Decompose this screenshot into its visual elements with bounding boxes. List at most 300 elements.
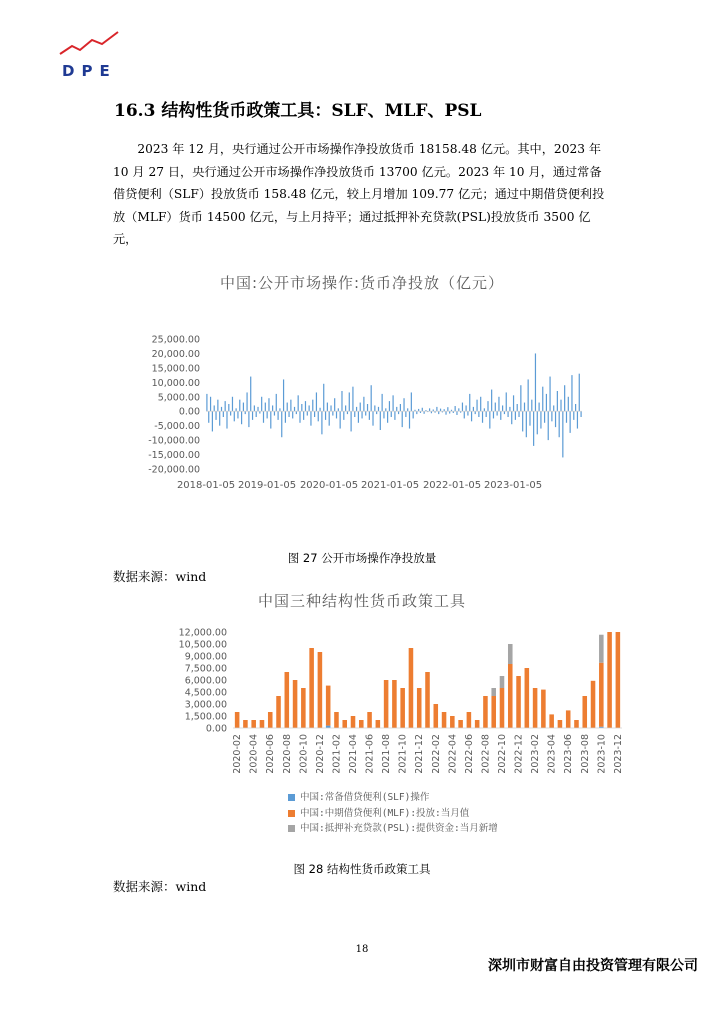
x-tick-label: 2020-04 <box>248 734 260 774</box>
data-bar-mlf <box>491 696 496 728</box>
data-bar <box>382 394 383 411</box>
figure27-caption: 图 27 公开市场操作净投放量 <box>287 551 437 565</box>
x-tick-label: 2018-01-05 <box>176 480 236 491</box>
y-tick-label: 3,000.00 <box>184 699 227 711</box>
legend-item-slf <box>288 790 498 806</box>
legend-swatch-slf <box>288 794 295 801</box>
data-bar <box>392 395 393 411</box>
data-bar <box>367 404 368 411</box>
data-bar-mlf <box>285 672 290 728</box>
x-tick-label: 2022-02 <box>430 734 442 774</box>
data-bar <box>301 404 302 411</box>
data-bar-mlf <box>533 688 538 728</box>
data-bar <box>345 405 346 411</box>
page-number: 18 <box>355 944 369 955</box>
data-bar <box>546 394 547 411</box>
data-bar <box>506 392 507 411</box>
data-bar <box>327 403 328 412</box>
data-bar-mlf <box>442 712 447 728</box>
legend-label-mlf: 中国:中期借贷便利(MLF):投放:当月值 <box>300 807 470 819</box>
data-bar <box>210 397 211 411</box>
data-bar <box>371 385 372 411</box>
data-bar <box>398 411 399 414</box>
data-bar <box>511 411 512 424</box>
y-tick-label: 9,000.00 <box>184 651 227 663</box>
data-bar <box>283 379 284 411</box>
data-bar <box>394 411 395 420</box>
x-tick-label: 2021-12 <box>414 734 426 774</box>
data-bar <box>237 411 238 418</box>
structural-tools-chart <box>0 620 724 790</box>
data-bar <box>540 411 541 428</box>
data-bar <box>413 411 414 418</box>
data-bar <box>246 392 247 411</box>
chart2-title: 中国三种结构性货币政策工具 <box>257 592 466 610</box>
data-bar <box>318 411 319 421</box>
data-bar <box>314 411 315 417</box>
y-tick-label: 7,500.00 <box>184 663 227 675</box>
data-bar <box>422 408 423 411</box>
y-tick-label: 6,000.00 <box>184 675 227 687</box>
data-bar <box>551 411 552 421</box>
y-tick-label: 25,000.00 <box>151 334 200 346</box>
data-bar <box>405 411 406 417</box>
x-tick-label: 2023-10 <box>596 734 608 774</box>
data-bar <box>294 407 295 411</box>
data-bar <box>562 411 563 457</box>
data-bar <box>387 411 388 423</box>
data-bar <box>464 411 465 418</box>
data-bar <box>579 374 580 412</box>
data-bar-mlf <box>500 688 505 728</box>
data-bar <box>347 411 348 414</box>
data-bar <box>559 411 560 437</box>
x-tick-label: 2021-10 <box>397 734 409 774</box>
data-bar <box>267 411 268 418</box>
data-bar <box>383 411 384 418</box>
legend-item-mlf <box>288 806 498 822</box>
data-bar <box>409 411 410 428</box>
data-bar-mlf <box>549 714 554 728</box>
data-bar <box>340 411 341 428</box>
data-bar <box>239 400 240 412</box>
x-tick-label: 2019-01-05 <box>237 480 297 491</box>
data-bar <box>349 392 350 411</box>
data-bar <box>515 411 516 420</box>
x-tick-label: 2022-04 <box>447 734 459 774</box>
data-bar <box>360 403 361 412</box>
data-bar <box>241 411 242 424</box>
data-bar <box>250 377 251 412</box>
x-tick-label: 2022-06 <box>463 734 475 774</box>
data-bar <box>548 411 549 440</box>
data-bar <box>206 394 207 411</box>
data-bar <box>363 397 364 411</box>
data-bar <box>469 394 470 411</box>
data-bar-mlf <box>574 720 579 728</box>
data-bar <box>341 391 342 411</box>
y-tick-label: 15,000.00 <box>151 363 200 375</box>
data-bar <box>252 411 253 420</box>
data-bar-mlf <box>309 648 314 728</box>
data-bar <box>571 375 572 411</box>
data-bar <box>518 411 519 417</box>
data-bar <box>570 411 571 433</box>
data-bar <box>462 403 463 412</box>
data-bar <box>215 411 216 420</box>
data-bar <box>380 411 381 430</box>
data-bar <box>212 411 213 431</box>
data-bar <box>277 411 278 420</box>
data-bar <box>411 392 412 411</box>
y-tick-label: 12,000.00 <box>178 627 227 639</box>
logo-swoosh-icon <box>60 32 118 54</box>
data-bar <box>458 408 459 411</box>
data-bar <box>575 404 576 411</box>
data-bar <box>438 411 439 414</box>
y-tick-label: -15,000.00 <box>148 450 200 462</box>
data-bar <box>358 411 359 423</box>
x-tick-label: 2020-10 <box>298 734 310 774</box>
data-bar <box>228 404 229 411</box>
data-bar <box>473 407 474 411</box>
data-bar <box>208 411 209 423</box>
data-bar <box>517 404 518 411</box>
data-bar <box>465 405 466 411</box>
data-bar <box>343 411 344 420</box>
data-bar <box>272 405 273 411</box>
data-bar-mlf <box>541 690 546 728</box>
x-tick-label: 2022-08 <box>480 734 492 774</box>
x-tick-label: 2023-01-05 <box>483 480 543 491</box>
y-tick-label: 10,000.00 <box>151 377 200 389</box>
x-tick-label: 2021-04 <box>348 734 360 774</box>
legend-swatch-psl <box>288 825 295 832</box>
data-bar <box>507 411 508 417</box>
y-tick-label: 10,500.00 <box>178 639 227 651</box>
data-bar-psl <box>599 635 604 663</box>
data-bar-mlf <box>467 712 472 728</box>
data-bar <box>509 407 510 411</box>
data-bar <box>372 411 373 425</box>
data-bar <box>493 411 494 418</box>
data-bar <box>544 411 545 423</box>
y-tick-label: 0.00 <box>205 723 227 735</box>
data-bar <box>497 411 498 415</box>
data-bar <box>407 408 408 411</box>
data-bar <box>447 407 448 411</box>
data-bar <box>274 411 275 415</box>
data-bar-mlf <box>235 712 240 728</box>
data-bar <box>500 411 501 420</box>
legend-swatch-mlf <box>288 810 295 817</box>
data-bar <box>319 408 320 411</box>
data-bar <box>539 403 540 412</box>
data-bar <box>225 401 226 411</box>
paragraph-text: 2023 年 12 月，央行通过公开市场操作净投放货币 18158.48 亿元。其中，2023 年 10 月 27 日，央行通过公开市场操作净投放货币 13700 亿元。2023 年 10 月，通过常备借贷便利（SLF）投放货币 158.48 亿元，较上月增加 109.77 亿元；通过中期借贷便利投放（MLF）货币 14500 亿元，与上月持平；通过抵押补充贷款(PSL)投放货币 3500 亿元， <box>113 142 605 246</box>
legend-label-slf: 中国:常备借贷便利(SLF)操作 <box>300 792 430 803</box>
data-bar <box>456 411 457 415</box>
data-bar <box>230 411 231 415</box>
data-bar <box>389 401 390 411</box>
data-bar <box>336 411 337 418</box>
x-tick-label: 2023-04 <box>546 734 558 774</box>
data-bar-mlf <box>326 686 331 726</box>
data-bar <box>513 395 514 411</box>
x-tick-label: 2020-06 <box>265 734 277 774</box>
legend-item-psl <box>288 821 498 837</box>
data-bar <box>219 411 220 425</box>
data-bar <box>279 408 280 411</box>
figure27-source: 数据来源：wind <box>113 569 207 584</box>
data-bar <box>502 405 503 411</box>
data-bar-psl <box>508 644 513 664</box>
data-bar <box>338 408 339 411</box>
data-bar <box>577 411 578 428</box>
data-bar <box>265 403 266 412</box>
data-bar <box>396 407 397 411</box>
data-bar <box>429 408 430 411</box>
data-bar-mlf <box>268 712 273 728</box>
data-bar-mlf <box>516 676 521 728</box>
data-bar <box>478 411 479 417</box>
data-bar-mlf <box>417 688 422 728</box>
data-bar-mlf <box>342 720 347 728</box>
data-bar <box>476 400 477 412</box>
data-bar <box>243 403 244 412</box>
data-bar-mlf <box>599 663 604 727</box>
x-tick-label: 2023-12 <box>612 734 624 774</box>
data-bar <box>400 404 401 411</box>
data-bar <box>296 411 297 414</box>
data-bar <box>391 411 392 417</box>
x-tick-label: 2022-12 <box>513 734 525 774</box>
y-tick-label: 0.00 <box>178 406 200 418</box>
data-bar <box>316 392 317 411</box>
body-paragraph <box>113 138 613 251</box>
data-bar <box>354 411 355 417</box>
x-tick-label: 2021-01-05 <box>360 480 420 491</box>
data-bar <box>234 411 235 421</box>
data-bar-mlf <box>260 720 265 728</box>
data-bar <box>557 391 558 411</box>
data-bar-psl <box>500 676 505 688</box>
data-bar <box>356 407 357 411</box>
data-bar <box>564 385 565 411</box>
data-bar <box>520 385 521 411</box>
data-bar <box>305 401 306 411</box>
data-bar <box>504 411 505 414</box>
data-bar <box>553 405 554 411</box>
figure28-caption: 图 28 结构性货币政策工具 <box>293 862 431 876</box>
data-bar-mlf <box>475 720 480 728</box>
data-bar <box>276 394 277 411</box>
data-bar-mlf <box>582 696 587 728</box>
data-bar-mlf <box>483 696 488 728</box>
data-bar-mlf <box>293 680 298 728</box>
data-bar <box>312 400 313 412</box>
data-bar <box>436 407 437 411</box>
data-bar-mlf <box>525 668 530 728</box>
data-bar <box>290 400 291 412</box>
data-bar <box>254 405 255 411</box>
data-bar <box>522 411 523 431</box>
y-tick-label: -5,000.00 <box>154 421 200 433</box>
data-bar <box>321 411 322 434</box>
x-tick-label: 2023-06 <box>563 734 575 774</box>
data-bar <box>531 400 532 412</box>
data-bar <box>285 411 286 423</box>
data-bar <box>378 407 379 411</box>
data-bar <box>529 411 530 425</box>
logo-text: DPE <box>62 62 117 80</box>
y-tick-label: 4,500.00 <box>184 687 227 699</box>
data-bar <box>526 411 527 437</box>
data-bar <box>351 411 352 431</box>
data-bar <box>310 411 311 425</box>
data-bar <box>307 411 308 415</box>
data-bar-mlf <box>409 648 414 728</box>
data-bar <box>385 408 386 411</box>
data-bar <box>495 403 496 412</box>
data-bar <box>555 411 556 427</box>
data-bar <box>361 411 362 418</box>
data-bar-mlf <box>616 632 621 728</box>
y-tick-label: -20,000.00 <box>148 464 200 476</box>
y-tick-label: -10,000.00 <box>148 435 200 447</box>
data-bar-mlf <box>566 710 571 728</box>
data-bar-mlf <box>351 716 356 728</box>
data-bar <box>480 397 481 411</box>
data-bar-mlf <box>359 720 364 728</box>
data-bar <box>484 408 485 411</box>
data-bar-mlf <box>508 664 513 728</box>
data-bar <box>309 405 310 411</box>
data-bar <box>374 405 375 411</box>
data-bar <box>221 407 222 411</box>
net-injection-chart <box>0 325 724 565</box>
data-bar <box>549 377 550 412</box>
data-bar <box>268 398 269 411</box>
data-bar <box>475 411 476 414</box>
data-bar <box>292 411 293 418</box>
data-bar <box>261 397 262 411</box>
data-bar <box>455 406 456 411</box>
data-bar-mlf <box>425 672 430 728</box>
data-bar <box>491 390 492 412</box>
data-bar-mlf <box>591 681 596 728</box>
data-bar-mlf <box>276 696 281 728</box>
y-tick-label: 1,500.00 <box>184 711 227 723</box>
data-bar <box>303 411 304 420</box>
data-bar <box>486 411 487 417</box>
data-bar <box>214 405 215 411</box>
data-bar <box>299 411 300 423</box>
data-bar <box>236 408 237 411</box>
data-bar-mlf <box>367 712 372 728</box>
data-bar <box>560 400 561 412</box>
x-tick-label: 2021-02 <box>331 734 343 774</box>
data-bar <box>263 411 264 423</box>
x-tick-label: 2020-01-05 <box>299 480 359 491</box>
x-tick-label: 2023-02 <box>530 734 542 774</box>
data-bar-mlf <box>243 720 248 728</box>
data-bar-mlf <box>392 680 397 728</box>
data-bar <box>288 411 289 417</box>
x-tick-label: 2020-02 <box>232 734 244 774</box>
data-bar <box>489 411 490 428</box>
y-tick-label: 5,000.00 <box>157 392 200 404</box>
data-bar-mlf <box>607 632 612 728</box>
x-tick-label: 2021-08 <box>381 734 393 774</box>
data-bar <box>256 411 257 417</box>
y-tick-label: 20,000.00 <box>151 348 200 360</box>
data-bar-mlf <box>318 652 323 728</box>
data-bar <box>281 411 282 437</box>
data-bar <box>325 411 326 420</box>
x-tick-label: 2020-08 <box>281 734 293 774</box>
data-bar <box>537 411 538 434</box>
data-bar <box>369 411 370 420</box>
data-bar-mlf <box>434 704 439 728</box>
data-bar <box>498 397 499 411</box>
data-bar <box>528 379 529 411</box>
data-bar <box>352 387 353 412</box>
chart1-title: 中国:公开市场操作:货币净投放（亿元） <box>219 274 505 292</box>
data-bar <box>566 411 567 423</box>
data-bar-mlf <box>334 712 339 728</box>
data-bar-mlf <box>251 720 256 728</box>
data-bar <box>248 411 249 427</box>
data-bar <box>232 397 233 411</box>
chart2-legend <box>288 790 498 837</box>
figure28-source: 数据来源：wind <box>113 879 207 894</box>
data-bar <box>542 387 543 412</box>
data-bar <box>223 411 224 417</box>
x-tick-label: 2021-06 <box>364 734 376 774</box>
data-bar <box>257 407 258 411</box>
data-bar <box>330 405 331 411</box>
data-bar <box>568 397 569 411</box>
data-bar-mlf <box>400 688 405 728</box>
data-bar-mlf <box>384 680 389 728</box>
data-bar <box>323 384 324 411</box>
data-bar <box>332 411 333 415</box>
data-bar <box>287 403 288 412</box>
data-bar <box>298 395 299 411</box>
data-bar <box>445 411 446 414</box>
data-bar-psl <box>491 688 496 696</box>
data-bar <box>365 411 366 415</box>
data-bar <box>376 411 377 414</box>
legend-label-psl: 中国:抵押补充贷款(PSL):提供资金:当月新增 <box>300 823 498 834</box>
data-bar <box>573 411 574 420</box>
data-bar <box>403 398 404 411</box>
data-bar <box>524 403 525 412</box>
data-bar-mlf <box>301 688 306 728</box>
data-bar-mlf <box>376 720 381 728</box>
x-tick-label: 2022-10 <box>496 734 508 774</box>
x-tick-label: 2022-01-05 <box>422 480 482 491</box>
data-bar <box>217 400 218 412</box>
x-tick-label: 2023-08 <box>579 734 591 774</box>
data-bar <box>487 401 488 411</box>
data-bar <box>226 411 227 428</box>
data-bar <box>467 411 468 415</box>
data-bar-mlf <box>458 720 463 728</box>
data-bar-mlf <box>450 716 455 728</box>
company-name: 深圳市财富自由投资管理有限公司 <box>488 958 698 974</box>
